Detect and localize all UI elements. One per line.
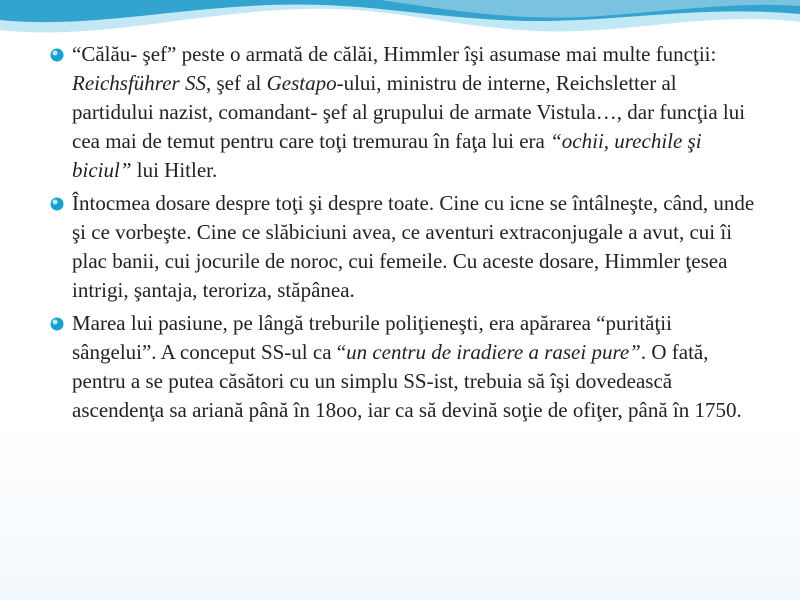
bullet-dot-icon (50, 48, 64, 62)
bullet-dot-icon (50, 317, 64, 331)
bullet-item (50, 309, 760, 425)
italic-text: Reichsführer SS (72, 71, 206, 95)
bullet-text: Marea lui pasiune, pe lângă treburile poliţieneşti, era apărarea “purităţii sângelui”. A conceput SS-ul ca “ (72, 311, 672, 364)
bullet-text: lui Hitler. (131, 158, 218, 182)
bullet-dot-icon (50, 197, 64, 211)
bullet-text: -ului, ministru de interne, Reichsletter al partidului nazist, comandant- şef al grupului de armate Vistula…, dar funcţia lui cea mai de temut pentru care toţi tremurau în faţa lui era (72, 71, 746, 153)
bullet-text: . O fată, pentru a se putea căsători cu un simplu SS-ist, trebuia să îşi dovedească ascendenţa sa ariană până în 18oo, iar ca să devină soţie de ofiţer, până în 1750. (72, 340, 742, 422)
bullet-text: , şef al (205, 71, 267, 95)
bullet-text: Întocmea dosare despre toţi şi despre toate. Cine cu icne se întâlneşte, când, unde şi ce vorbeşte. Cine ce slăbiciuni avea, ce aventuri extraconjugale a avut, cui îi plac banii, cui jocurile de noroc, cui femeile. Cu aceste dosare, Himmler ţesea intrigi, şantaja, teroriza, stăpânea. (72, 191, 755, 302)
italic-text: un centru de iradiere a rasei pure” (346, 340, 641, 364)
bullet-item (50, 40, 760, 185)
bullet-text: “Călău- şef” peste o armată de călăi, Himmler îşi asumase mai multe funcţii: (72, 42, 717, 66)
italic-text: Gestapo (266, 71, 337, 95)
bullet-item (50, 189, 760, 305)
italic-text: “ochii, urechile şi biciul” (72, 129, 702, 182)
bullet-list (50, 40, 760, 429)
